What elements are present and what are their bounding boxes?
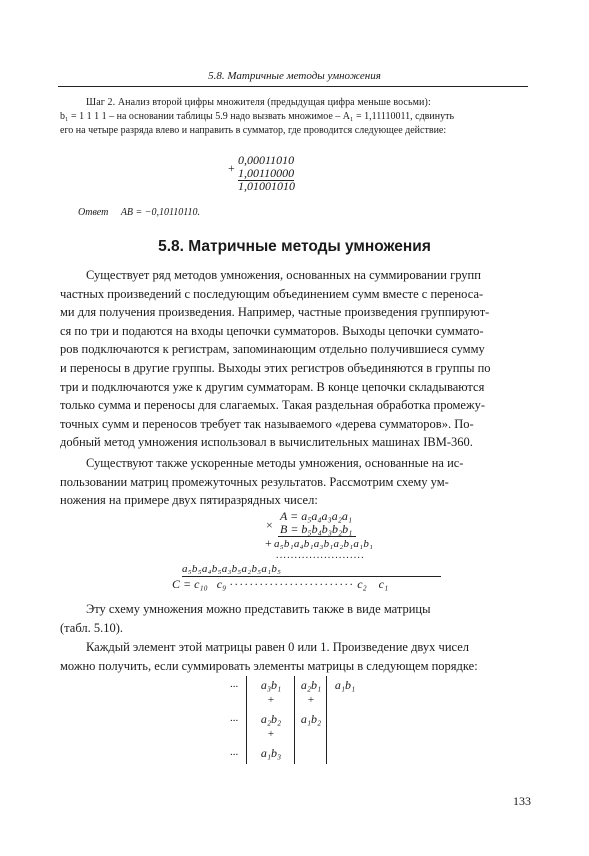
paragraph-2 xyxy=(60,454,528,510)
scheme-dots-row: ........................ xyxy=(276,550,365,561)
step2-line-3: его на четыре разряда влево и направить в сумматор, где проводится следующее действие: xyxy=(60,125,447,136)
paragraph-1-line: ров подключаются к регистрам, запоминающим отдельно получившиеся сумму xyxy=(60,342,485,357)
paragraph-3-line: Эту схему умножения можно представить также в виде матрицы xyxy=(86,602,431,616)
matrix-bar-1 xyxy=(246,676,247,764)
paragraph-1-line: три и подключаются уже к другим сумматорам. В конце цепочки складываются xyxy=(60,379,485,394)
step2-text xyxy=(60,96,528,138)
paragraph-1-line: точных сумм и переносов требует так называемого «дерева сумматоров». По- xyxy=(60,416,474,431)
matrix-cell: a₃b₁ xyxy=(260,678,282,692)
matrix-ellipsis-3: ... xyxy=(230,746,239,758)
scheme-row-first: a₅b₁a₄b₁a₃b₁a₂b₁a₁b₁ xyxy=(274,538,374,550)
section-title: 5.8. Матричные методы умножения xyxy=(158,238,431,255)
paragraph-3 xyxy=(60,600,528,637)
answer-value: AB = −0,10110110. xyxy=(120,207,201,218)
step2-line-2: b₁ = 1 1 1 1 – на основании таблицы 5.9 надо вызвать множимое – A₁ = 1,11110011, сдвинуть xyxy=(60,111,455,122)
scheme-times-sign: × xyxy=(266,518,273,532)
scheme-c-right: c₂ c₁ xyxy=(357,577,389,591)
matrix-ellipsis-2: ... xyxy=(230,712,239,724)
paragraph-3-line: (табл. 5.10). xyxy=(60,620,124,635)
matrix-plus: + xyxy=(267,728,275,740)
paragraph-1-line: Существует ряд методов умножения, основанных на суммировании групп xyxy=(86,268,481,282)
paragraph-1-line: добный метод умножения использовал в вычислительных машинах IBM-360. xyxy=(60,435,473,450)
paragraph-4-line: Каждый элемент этой матрицы равен 0 или 1. Произведение двух чисел xyxy=(86,640,469,654)
scheme-c-left: C = c₁₀ c₉ xyxy=(172,577,227,591)
matrix-cell: a₁b₃ xyxy=(260,746,282,760)
addition-sum: 1,01001010 xyxy=(238,179,295,193)
page-number: 133 xyxy=(513,794,531,808)
scheme-b-line: B = b₅b₄b₃b₂b₁ xyxy=(278,523,356,537)
paragraph-4 xyxy=(60,638,528,675)
addition-term-1: 0,00011010 xyxy=(238,153,295,167)
answer-label: Ответ xyxy=(78,207,109,218)
paragraph-2-line: пользовании матриц промежуточных результатов. Рассмотрим схему ум- xyxy=(60,474,449,489)
scheme-c-line xyxy=(172,578,432,591)
addition-block xyxy=(230,154,295,193)
scheme-row-last: a₅b₅a₄b₅a₃b₅a₂b₅a₁b₅ xyxy=(182,563,441,577)
scheme-plus-sign: + xyxy=(265,536,272,550)
summation-matrix xyxy=(226,676,366,766)
header-rule xyxy=(58,86,528,87)
step2-line-1: Шаг 2. Анализ второй цифры множителя (предыдущая цифра меньше восьми): xyxy=(86,97,431,108)
matrix-plus: + xyxy=(307,694,315,706)
paragraph-1-line: ми для получения произведения. Например, частные произведения группируют- xyxy=(60,305,490,320)
paragraph-2-line: ножения на примере двух пятиразрядных чисел: xyxy=(60,493,318,508)
paragraph-2-line: Существуют также ускоренные методы умножения, основанные на ис- xyxy=(86,456,464,470)
paragraph-1-line: частных произведений с последующим объединением сумм вместе с переноса- xyxy=(60,286,484,301)
addition-term-2-row xyxy=(228,161,295,180)
scheme-c-dots: ························· xyxy=(229,577,355,591)
matrix-ellipsis-1: ... xyxy=(230,678,239,690)
matrix-plus: + xyxy=(267,694,275,706)
matrix-cell: a₂b₁ xyxy=(300,678,322,692)
matrix-cell: a₁b₂ xyxy=(300,712,322,726)
paragraph-1 xyxy=(60,266,528,452)
scheme-a-line: A = a₅a₄a₃a₂a₁ xyxy=(280,509,353,523)
paragraph-1-line: только сумма и переносы для слагаемых. Такая раздельная обработка промежу- xyxy=(60,398,485,413)
running-header: 5.8. Матричные методы умножения xyxy=(208,70,381,82)
matrix-cell: a₁b₁ xyxy=(334,678,356,692)
addition-term-2: 1,00110000 xyxy=(238,166,295,180)
paragraph-4-line: можно получить, если суммировать элементы матрицы в следующем порядке: xyxy=(60,658,478,673)
answer-line xyxy=(78,206,200,220)
paragraph-1-line: ся по три и подаются на входы цепочки сумматоров. Выходы цепочки суммато- xyxy=(60,323,484,338)
matrix-cell: a₂b₂ xyxy=(260,712,282,726)
paragraph-1-line: и переносы в другие группы. Выходы этих регистров объединяются в группы по xyxy=(60,360,491,375)
addition-plus-sign: + xyxy=(228,161,235,175)
